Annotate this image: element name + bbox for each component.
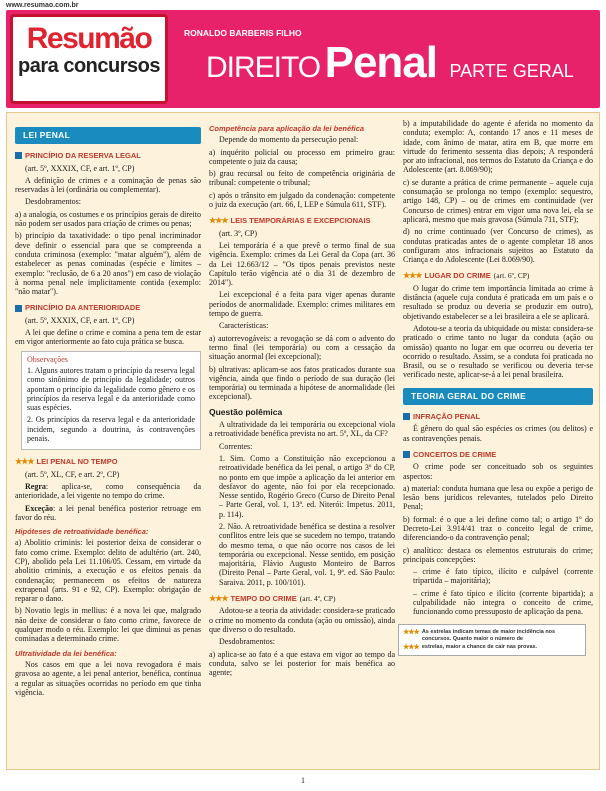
legend-text: As estrelas indicam temas de maior incidência nos concursos. Quanto maior o número de [421,629,556,642]
column-2 [209,119,395,767]
list-item: a) Abolitio criminis: lei posterior deixa de considerar o fato como crime. Exemplo: delito de adultério (art. 240, CP), abolido pela Lei 11.106/05. Cessam, em virtude da abolitio criminis, a execução e os efeitos penais da condenação; permanecem os efeitos de natureza extrapenal (arts. 91 e 92, CP). Exemplo: obrigação de reparar o dano. [15,538,201,604]
section-bar-teoria-geral: TEORIA GERAL DO CRIME [403,388,593,405]
paragraph: É gênero do qual são espécies os crimes (ou delitos) e as contravenções penais. [403,424,593,443]
paragraph: Adotou-se a teoria da ubiquidade ou mista: considera-se praticado o crime tanto no lugar da conduta (ação ou omissão) quanto no lugar em que ocorreu ou deveria ter ocorrido o resultado. Assim, se a conduta foi praticada no Brasil, ou se o resultado se verificou ou deveria ter-se verificado neste, aplicar-se-á a lei penal brasileira. [403,323,593,380]
citation: (art. 5º, XL, CF, e art. 2º, CP) [25,469,120,479]
list-item: c) analítico: destaca os elementos estruturais do crime; principais concepções: [403,545,593,564]
paragraph: A ultratividade da lei temporária ou excepcional viola a retroatividade benéfica prevista no art. 5º, XL, da CF? [209,420,395,439]
paragraph: Características: [219,321,269,331]
site-url: www.resumao.com.br [6,2,79,9]
paragraph: A definição de crimes e a cominação de penas são reservadas à lei (ordinária ou complementar). [15,175,201,195]
author-name: RONALDO BARBERIS FILHO [184,28,302,38]
section-title: PRINCÍPIO DA ANTERIORIDADE [15,303,201,312]
star-rating-icon: ★★★ [209,594,228,604]
list-item: 1. Sim. Como a Constituição não excepcionou a retroatividade benéfica da lei penal, o artigo 3º do CP, no ponto em que impõe a aplicação da lei anterior em desfavor do agente, não foi por ela recepcionado. Nesse sentido, Rogério Greco (Curso de Direito Penal – Parte Geral, vol. 1, 13ª. ed. Niterói: Impetus. 2011, p. 114). [219,453,395,519]
paragraph: Desdobramentos: [25,197,81,207]
content-area [6,112,600,770]
paragraph: Desdobramentos: [219,637,275,647]
subheading: Ultratividade da lei benéfica: [15,648,117,658]
title-part2: Penal [324,38,437,87]
star-rating-icon: ★★★ [403,271,422,281]
section-bar-lei-penal: LEI PENAL [15,127,201,144]
list-item: b) princípio da taxatividade: o tipo penal incriminador deve definir o essencial para que se compreenda a conduta criminosa (exemplo: "matar alguém"), além de estabelecer as penas cominadas (espécie e limites – exemplo: "reclusão, de 6 a 20 anos") em caso de violação à norma penal nele implicitamente contida (exemplo: "não matar"). [15,231,201,297]
logo-line1: Resumão [26,22,152,55]
section-title: INFRAÇÃO PENAL [403,412,593,421]
subtitle: PARTE GERAL [449,61,574,81]
list-item: c) se durante a prática de crime permanente – aquele cuja consumação se prolonga no tempo (exemplo: sequestro, artigo 148, CP) – ou de crimes em continuidade (ver Concurso de crimes) entrar em vigor uma nova lei, ela se aplicará, mesmo que mais gravosa (Súmula 711, STF); [403,177,593,224]
paragraph: Lei temporária é a que prevê o termo final de sua vigência. Exemplo: crimes da Lei Geral da Copa (art. 36 da Lei 12.663/12 – "Os tipos penais previstos neste Capítulo terão vigência até o dia 31 de dezembro de 2014"). [209,240,395,288]
header-banner [6,10,600,108]
list-item: d) no crime continuado (ver Concurso de crimes), as condutas praticadas antes de o agente completar 18 anos configuram atos infracionais sujeitos ao Estatuto da Criança e do Adolescente (Lei 8.069/90). [403,227,593,265]
square-bullet-icon [403,413,410,420]
paragraph: Lei excepcional é a feita para viger apenas durante períodos de anormalidade. Exemplo: crimes militares em tempo de guerra. [209,290,395,319]
paragraph: A lei que define o crime e comina a pena tem de estar em vigor anteriormente ao fato cuja prática se busca. [15,328,201,347]
section-title: ★★★ TEMPO DO CRIME (art. 4º, CP) [209,594,336,604]
paragraph: Correntes: [219,441,253,451]
list-item: a) inquérito policial ou processo em primeiro grau: competente o juiz da causa; [209,147,395,166]
paragraph: Exceção: a lei penal benéfica posterior retroage em favor do réu. [15,503,201,522]
list-item: c) após o trânsito em julgado da condenação: competente o juiz da execução (art. 66, I, LEP e Súmula 611, STF). [209,190,395,210]
section-title: ★★★ LUGAR DO CRIME (art. 6º, CP) [403,271,530,281]
square-bullet-icon [15,152,22,159]
column-1 [15,119,201,767]
star-rating-icon: ★★★ [15,457,34,467]
star-rating-icon: ★★★ [403,644,419,651]
list-item: a) material: conduta humana que lesa ou expõe a perigo de lesão bens jurídicos relevantes, tutelados pelo Direito Penal; [403,483,593,512]
square-bullet-icon [403,451,410,458]
document-title [206,38,574,88]
list-item: – crime é fato típico, ilícito e culpável (corrente tripartida – majoritária); [413,567,593,586]
paragraph: Nos casos em que a lei nova revogadora é mais gravosa ao agente, a lei penal anterior, benéfica, continua a regular as situações ocorridas no período em que tinha vigência. [15,659,201,697]
paragraph: O lugar do crime tem importância limitada ao crime à distância (aquele cuja conduta é praticada em um país e o resultado se produz ou deveria se produzir em outro), objetivando estabelecer se a lei brasileira a ele se aplicará. [403,283,593,321]
list-item: 2. Não. A retroatividade benéfica se destina a resolver conflitos entre leis que se sucedem no tempo, tratando do mesmo tema, o que não ocorre nos casos de lei temporária ou excepcional. Nesse sentido, em posição majoritária, Flávio Augusto Monteiro de Barros (Direito Penal – Parte Geral, vol. 1, 9ª. ed. São Paulo: Saraiva. 2011, p. 100/101). [219,521,395,587]
list-item: b) ultrativas: aplicam-se aos fatos praticados durante sua vigência, ainda que findo o período de sua duração (lei temporária) ou terminada a hipótese de anormalidade (lei excepcional). [209,364,395,402]
logo-line2: para concursos [18,55,160,77]
observations-box [21,351,201,451]
subheading: Hipóteses de retroatividade benéfica: [15,527,149,537]
section-title: ★★★ LEIS TEMPORÁRIAS E EXCEPCIONAIS [209,216,371,226]
star-rating-icon: ★★★ [209,216,228,226]
list-item: a) autorrevogáveis: a revogação se dá com o advento do termo final (lei temporária) ou com a cessação da situação anormal (lei excepcional); [209,333,395,362]
paragraph: Depende do momento da persecução penal: [219,135,359,145]
paragraph: Regra: aplica-se, como consequência da anterioridade, a lei vigente no tempo do crime. [15,481,201,501]
list-item: b) Novatio legis in mellius: é a nova lei que, malgrado não deixe de considerar o fato como crime, favorece de qualquer modo o réu. Exemplo: lei que diminui as penas cominadas a determinado crime. [15,606,201,644]
paragraph: Adotou-se a teoria da atividade: considera-se praticado o crime no momento da conduta (ação ou omissão), ainda que diverso o do resultado. [209,606,395,634]
list-item: a) a analogia, os costumes e os princípios gerais de direito não podem ser usados para criação de crimes ou penas; [15,209,201,229]
legend-text: estrelas, maior a chance de cair nas provas. [421,644,538,650]
section-title: CONCEITOS DE CRIME [403,450,593,459]
section-title: ★★★ LEI PENAL NO TEMPO [15,457,118,467]
citation: (art. 3º, CP) [219,228,258,238]
section-title: PRINCÍPIO DA RESERVA LEGAL [15,151,201,160]
list-item: b) formal: é o que a lei define como tal; o artigo 1º do Decreto-Lei 3.914/41 traz o conceito legal de crime, diferenciando-o da contravenção penal; [403,514,593,543]
star-legend [398,624,586,656]
subheading: Competência para aplicação da lei benéfica [209,124,365,133]
star-rating-icon: ★★★ [403,629,419,636]
square-bullet-icon [15,305,22,312]
list-item: 2. Os princípios da reserva legal e da anterioridade incidem, segundo a doutrina, às contravenções penais. [27,415,195,444]
list-item: b) grau recursal ou feito de competência originária de tribunal: competente o tribunal; [209,169,395,188]
citation: (art. 5º, XXXIX, CF, e art. 1º, CP) [25,315,135,325]
logo [10,14,168,104]
column-3 [403,119,593,767]
observations-title: Observações [27,354,68,364]
list-item: a) aplica-se ao fato é a que estava em vigor ao tempo da conduta, salvo se lei posterior for mais benéfica ao agente; [209,649,395,678]
citation: (art. 5º, XXXIX, CF, e art. 1º, CP) [25,163,135,173]
page-number: 1 [301,776,305,785]
question-title: Questão polêmica [209,406,283,417]
list-item: 1. Alguns autores tratam o princípio da reserva legal como sinônimo de princípio da legalidade; outros apontam o princípio da legalidade como gênero e os princípios da reserva legal e da anterioridade como suas espécies. [27,365,195,413]
list-item: b) a imputabilidade do agente é aferida no momento da conduta; exemplo: A, contando 17 anos e 11 meses de idade, com ânimo de matar, atira em B, que morre em virtude do ferimento sessenta dias depois; A responderá por ato infracional, nos termos do Estatuto da Criança e do Adolescente (art. 8.069/90); [403,119,593,175]
title-part1: DIREITO [206,51,321,84]
list-item: – crime é fato típico e ilícito (corrente bipartida); a culpabilidade não integra o conceito de crime, funcionando como pressuposto de aplicação da pena. [413,588,593,617]
paragraph: O crime pode ser conceituado sob os seguintes aspectos: [403,462,593,481]
